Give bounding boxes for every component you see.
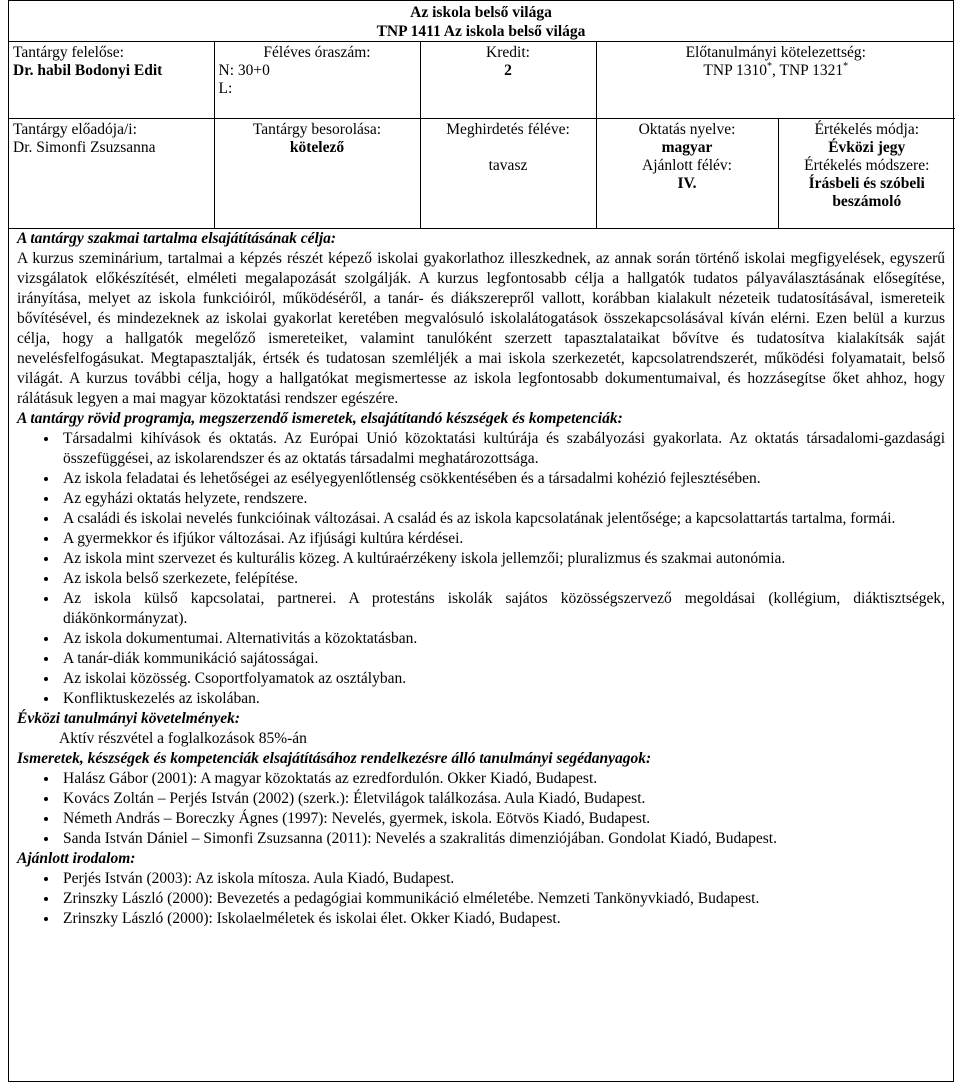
- eval-method-value: Írásbeli és szóbeli beszámoló: [808, 174, 925, 210]
- materials-section: [9, 749, 953, 849]
- responsible-label: Tantárgy felelőse:: [13, 44, 124, 61]
- eval-mode-value: Évközi jegy: [828, 138, 906, 156]
- goal-title: A tantárgy szakmai tartalma elsajátításának célja:: [17, 229, 337, 247]
- classification-value: kötelező: [289, 138, 345, 156]
- program-section: [9, 409, 953, 709]
- list-item: • Kovács Zoltán – Perjés István (2002) (szerk.): Életvilágok találkozása. Aula Kiadó, Budapest.: [59, 789, 945, 809]
- recommended-title: Ajánlott irodalom:: [17, 849, 136, 867]
- hours-cell: [214, 42, 420, 118]
- eval-method-label: Értékelés módszere:: [804, 156, 930, 174]
- hours-n: N: 30+0: [218, 62, 270, 79]
- list-item: • Az iskola belső szerkezete, felépítése.: [59, 569, 945, 589]
- list-item: • A tanár-diák kommunikáció sajátosságai.: [59, 649, 945, 669]
- eval-mode-label: Értékelés módja:: [814, 120, 920, 138]
- lecturer-cell: [9, 118, 214, 228]
- prereq-cell: [596, 42, 955, 118]
- prereq-star-1: *: [767, 60, 773, 72]
- prereq-1: TNP 1310: [703, 62, 768, 79]
- recommended-list: [17, 869, 945, 929]
- hours-label: Féléves óraszám:: [263, 44, 371, 61]
- semester-cell: [420, 118, 596, 228]
- materials-list: [17, 769, 945, 849]
- program-title: A tantárgy rövid programja, megszerzendő ismeretek, elsajátítandó készségek és kompetenciák:: [17, 409, 623, 427]
- requirements-title: Évközi tanulmányi követelmények:: [17, 709, 241, 727]
- requirements-text: Aktív részvétel a foglalkozások 85%-án: [59, 729, 307, 747]
- evaluation-cell: [778, 118, 955, 228]
- semester-label: Meghirdetés féléve:: [446, 120, 570, 138]
- goal-text: A kurzus szeminárium, tartalmai a képzés részét képező iskolai gyakorlathoz illeszkednek, az annak során történő iskolai megfigyelések, egyszerű vizsgálatok előkészítését, elméleti megalapozását szolgálják. A kurzus legfontosabb célja a hallgatók tudatos pályaválasztásának elősegítése, irányítása, melyet az iskola funkcióiról, működéséről, a tanár- és diákszerepről vallott, korábban kialakult nézeteik tudatosításával, ismereteik bővítésével, és mindezeknek az iskolai gyakorlat keretében megvalósuló iskolalátogatások összekapcsolásával kíván elérni. Ezen belül a kurzus célja, hogy a hallgatók megelőző ismereteiket, valamint tanulóként szerzett tapasztalataikat bővítve és tudatosítva kialakítsák saját nevelésfelfogásukat. Megtapasztalják, értsék és tudatosan szemléljék a mai iskola szerkezetét, kapcsolatrendszerét, működési folyamatait, belső világát. A kurzus további célja, hogy a hallgatókat megismertesse az iskola legfontosabb dokumentumaival, és hozzásegítse őket ahhoz, hogy rálátásuk legyen a mai magyar közoktatási rendszer egészére.: [17, 249, 945, 407]
- recommended-semester-label: Ajánlott félév:: [642, 156, 732, 174]
- semester-value: tavasz: [488, 156, 528, 174]
- list-item: • Zrinszky László (2000): Iskolaelméletek és iskolai élet. Okker Kiadó, Budapest.: [59, 909, 945, 929]
- prereq-value: [601, 62, 952, 80]
- title-line-1: Az iskola belső világa: [410, 4, 552, 21]
- goal-section: [9, 229, 953, 409]
- responsible-name: Dr. habil Bodonyi Edit: [13, 62, 163, 79]
- prereq-star-2: *: [843, 60, 849, 72]
- list-item: • Perjés István (2003): Az iskola mítosza. Aula Kiadó, Budapest.: [59, 869, 945, 889]
- list-item: • Sanda István Dániel – Simonfi Zsuzsanna (2011): Nevelés a szakralitás dimenziójában. Gondolat Kiadó, Budapest.: [59, 829, 945, 849]
- list-item: • Az egyházi oktatás helyzete, rendszere.: [59, 489, 945, 509]
- language-label: Oktatás nyelve:: [638, 120, 736, 138]
- header-table: [9, 42, 955, 229]
- course-sheet: [8, 0, 954, 1082]
- list-item: • Az iskola feladatai és lehetőségei az esélyegyenlőtlenség csökkentésében és a társadalmi kohézió fejlesztésében.: [59, 469, 945, 489]
- list-item: • A gyermekkor és ifjúkor változásai. Az ifjúsági kultúra kérdései.: [59, 529, 945, 549]
- title-line-2: TNP 1411 Az iskola belső világa: [376, 23, 586, 40]
- list-item: • Halász Gábor (2001): A magyar közoktatás az ezredfordulón. Okker Kiadó, Budapest.: [59, 769, 945, 789]
- credit-label: Kredit:: [486, 44, 530, 61]
- list-item: • A családi és iskolai nevelés funkcióinak változásai. A család és az iskola kapcsolatának jelentősége; a kapcsolattartás tartalma, formái.: [59, 509, 945, 529]
- prereq-2: , TNP 1321: [772, 62, 844, 79]
- responsible-cell: [9, 42, 214, 118]
- credit-value: 2: [504, 62, 512, 79]
- list-item: • Németh András – Boreczky Ágnes (1997): Nevelés, gyermek, iskola. Eötvös Kiadó, Budapest.: [59, 809, 945, 829]
- materials-title: Ismeretek, készségek és kompetenciák elsajátításához rendelkezésre álló tanulmányi segédanyagok:: [17, 749, 652, 767]
- lecturer-label: Tantárgy előadója/i:: [13, 120, 137, 138]
- credit-cell: [420, 42, 596, 118]
- recommended-section: [9, 849, 953, 929]
- classification-cell: [214, 118, 420, 228]
- list-item: • Az iskola mint szervezet és kulturális közeg. A kultúraérzékeny iskola jellemzői; pluralizmus és szakmai autonómia.: [59, 549, 945, 569]
- language-value: magyar: [661, 138, 713, 156]
- hours-l: L:: [218, 80, 233, 97]
- list-item: • Konfliktuskezelés az iskolában.: [59, 689, 945, 709]
- classification-label: Tantárgy besorolása:: [252, 120, 382, 138]
- lecturer-name: Dr. Simonfi Zsuzsanna: [13, 138, 156, 156]
- program-list: [17, 429, 945, 709]
- prereq-label: Előtanulmányi kötelezettség:: [685, 44, 866, 61]
- list-item: • Társadalmi kihívások és oktatás. Az Európai Unió közoktatási kultúrája és szabályozási gyakorlata. Az oktatás társadalomi-gazdasági összefüggései, az iskolarendszer és az oktatás társadalmi meghatározottsága.: [59, 429, 945, 469]
- list-item: • Az iskola külső kapcsolatai, partnerei. A protestáns iskolák sajátos közösségszervező megoldásai (kollégium, diáktisztségek, diákönkormányzat).: [59, 589, 945, 629]
- recommended-semester-value: IV.: [677, 174, 697, 192]
- language-cell: [596, 118, 778, 228]
- header-title: [9, 1, 953, 42]
- list-item: • Az iskola dokumentumai. Alternativitás a közoktatásban.: [59, 629, 945, 649]
- list-item: • Zrinszky László (2000): Bevezetés a pedagógiai kommunikáció elméletébe. Nemzeti Tankönyvkiadó, Budapest.: [59, 889, 945, 909]
- list-item: • Az iskolai közösség. Csoportfolyamatok az osztályban.: [59, 669, 945, 689]
- requirements-section: [9, 709, 953, 749]
